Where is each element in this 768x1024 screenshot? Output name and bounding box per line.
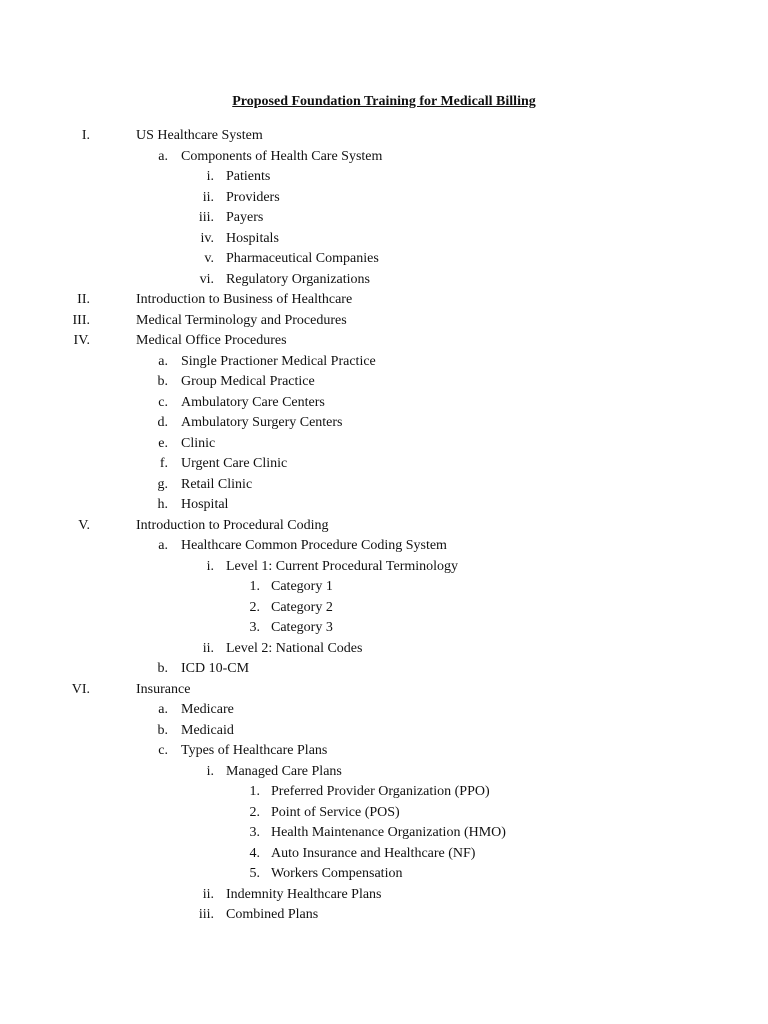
- outline-text: Managed Care Plans: [226, 763, 342, 779]
- outline-item-level-0: [0, 311, 768, 332]
- outline-marker: b.: [157, 374, 168, 389]
- outline-marker: 4.: [249, 845, 260, 861]
- outline-text: Auto Insurance and Healthcare (NF): [271, 845, 476, 861]
- outline-marker: 3.: [249, 620, 260, 635]
- outline-text: Ambulatory Care Centers: [181, 394, 325, 410]
- outline-text: Point of Service (POS): [271, 804, 400, 820]
- outline-item-level-3: [0, 577, 768, 598]
- outline-marker: III.: [72, 312, 90, 328]
- outline-item-level-3: [0, 823, 768, 844]
- outline-item-level-1: [0, 495, 768, 516]
- outline-marker: a.: [158, 702, 168, 717]
- outline-text: Ambulatory Surgery Centers: [181, 415, 343, 430]
- outline-marker: b.: [157, 661, 168, 676]
- outline-text: Hospital: [181, 497, 229, 512]
- outline-item-level-1: [0, 434, 768, 455]
- outline-text: Single Practioner Medical Practice: [181, 353, 376, 369]
- outline-item-level-1: [0, 700, 768, 721]
- outline-item-level-1: [0, 352, 768, 373]
- outline-marker: 2.: [249, 599, 260, 615]
- outline-item-level-3: [0, 864, 768, 885]
- outline-marker: ii.: [202, 189, 214, 205]
- outline-item-level-1: [0, 536, 768, 557]
- outline-marker: iv.: [200, 230, 214, 246]
- outline-item-level-2: [0, 762, 768, 783]
- outline-marker: ii.: [202, 886, 214, 902]
- outline-item-level-2: [0, 905, 768, 926]
- outline-item-level-1: [0, 393, 768, 414]
- outline-text: Retail Clinic: [181, 476, 253, 492]
- outline-item-level-0: [0, 290, 768, 311]
- outline-text: Category 2: [271, 599, 333, 615]
- outline-text: Medical Office Procedures: [136, 333, 287, 348]
- outline-item-level-1: [0, 659, 768, 680]
- outline-item-level-1: [0, 454, 768, 475]
- outline-text: Payers: [226, 210, 264, 225]
- outline-item-level-3: [0, 598, 768, 619]
- outline-marker: I.: [81, 128, 90, 143]
- outline-item-level-2: [0, 249, 768, 270]
- outline-marker: v.: [204, 251, 214, 266]
- outline-item-level-1: [0, 721, 768, 742]
- outline-marker: f.: [159, 456, 168, 471]
- outline-marker: a.: [158, 353, 168, 369]
- outline-item-level-0: [0, 331, 768, 352]
- outline-item-level-1: [0, 147, 768, 168]
- outline-text: Patients: [226, 169, 271, 184]
- outline-item-level-2: [0, 208, 768, 229]
- outline-text: Clinic: [181, 435, 216, 451]
- outline-text: Workers Compensation: [271, 866, 403, 881]
- outline-text: Level 2: National Codes: [226, 640, 363, 656]
- outline-marker: h.: [157, 497, 168, 512]
- outline-text: Level 1: Current Procedural Terminology: [226, 558, 459, 574]
- outline-item-level-2: [0, 167, 768, 188]
- outline-list: [0, 126, 768, 926]
- outline-marker: 5.: [249, 866, 260, 881]
- outline-text: US Healthcare System: [136, 128, 263, 143]
- outline-text: ICD 10-CM: [181, 661, 250, 676]
- page-title: Proposed Foundation Training for Medicall Billing: [232, 94, 536, 109]
- outline-text: Pharmaceutical Companies: [226, 251, 379, 266]
- outline-text: Types of Healthcare Plans: [181, 743, 328, 758]
- outline-marker: a.: [158, 538, 168, 553]
- outline-item-level-2: [0, 270, 768, 291]
- outline-marker: V.: [78, 517, 90, 533]
- outline-marker: d.: [157, 415, 168, 430]
- outline-text: Medical Terminology and Procedures: [136, 312, 347, 328]
- outline-marker: g.: [157, 476, 168, 492]
- outline-item-level-3: [0, 618, 768, 639]
- outline-marker: iii.: [198, 210, 214, 225]
- outline-text: Preferred Provider Organization (PPO): [271, 784, 490, 799]
- outline-marker: ii.: [202, 640, 214, 656]
- outline-text: Regulatory Organizations: [226, 271, 370, 287]
- outline-text: Medicaid: [181, 722, 234, 738]
- outline-item-level-2: [0, 885, 768, 906]
- outline-item-level-3: [0, 803, 768, 824]
- outline-marker: 1.: [249, 784, 260, 799]
- outline-marker: 3.: [249, 825, 260, 840]
- outline-item-level-1: [0, 475, 768, 496]
- outline-marker: i.: [206, 763, 214, 779]
- outline-marker: IV.: [73, 333, 90, 348]
- outline-text: Health Maintenance Organization (HMO): [271, 825, 506, 840]
- outline-marker: VI.: [71, 681, 90, 697]
- outline-item-level-0: [0, 516, 768, 537]
- outline-marker: 2.: [249, 804, 260, 820]
- outline-item-level-3: [0, 844, 768, 865]
- outline-item-level-1: [0, 372, 768, 393]
- outline-marker: c.: [158, 394, 168, 410]
- outline-marker: b.: [157, 722, 168, 738]
- outline-text: Insurance: [136, 681, 191, 697]
- outline-text: Combined Plans: [226, 907, 319, 922]
- outline-marker: iii.: [198, 907, 214, 922]
- outline-item-level-2: [0, 229, 768, 250]
- outline-text: Category 3: [271, 620, 333, 635]
- outline-text: Indemnity Healthcare Plans: [226, 886, 382, 902]
- outline-marker: 1.: [249, 579, 260, 594]
- outline-text: Introduction to Procedural Coding: [136, 517, 329, 533]
- outline-marker: II.: [77, 292, 90, 307]
- outline-marker: vi.: [199, 271, 214, 287]
- outline-item-level-2: [0, 639, 768, 660]
- outline-marker: i.: [206, 558, 214, 574]
- outline-item-level-1: [0, 741, 768, 762]
- outline-text: Category 1: [271, 579, 333, 594]
- outline-text: Introduction to Business of Healthcare: [136, 292, 353, 307]
- outline-text: Group Medical Practice: [181, 374, 315, 389]
- outline-text: Healthcare Common Procedure Coding System: [181, 538, 447, 553]
- outline-text: Providers: [226, 189, 280, 205]
- outline-marker: a.: [158, 148, 168, 164]
- outline-item-level-0: [0, 680, 768, 701]
- outline-marker: e.: [158, 435, 168, 451]
- outline-text: Hospitals: [226, 230, 279, 246]
- outline-marker: c.: [158, 743, 168, 758]
- outline-marker: i.: [206, 169, 214, 184]
- outline-text: Urgent Care Clinic: [181, 456, 288, 471]
- outline-item-level-2: [0, 557, 768, 578]
- outline-item-level-3: [0, 782, 768, 803]
- outline-item-level-2: [0, 188, 768, 209]
- outline-item-level-0: [0, 126, 768, 147]
- outline-item-level-1: [0, 413, 768, 434]
- outline-text: Medicare: [181, 702, 234, 717]
- outline-text: Components of Health Care System: [181, 148, 383, 164]
